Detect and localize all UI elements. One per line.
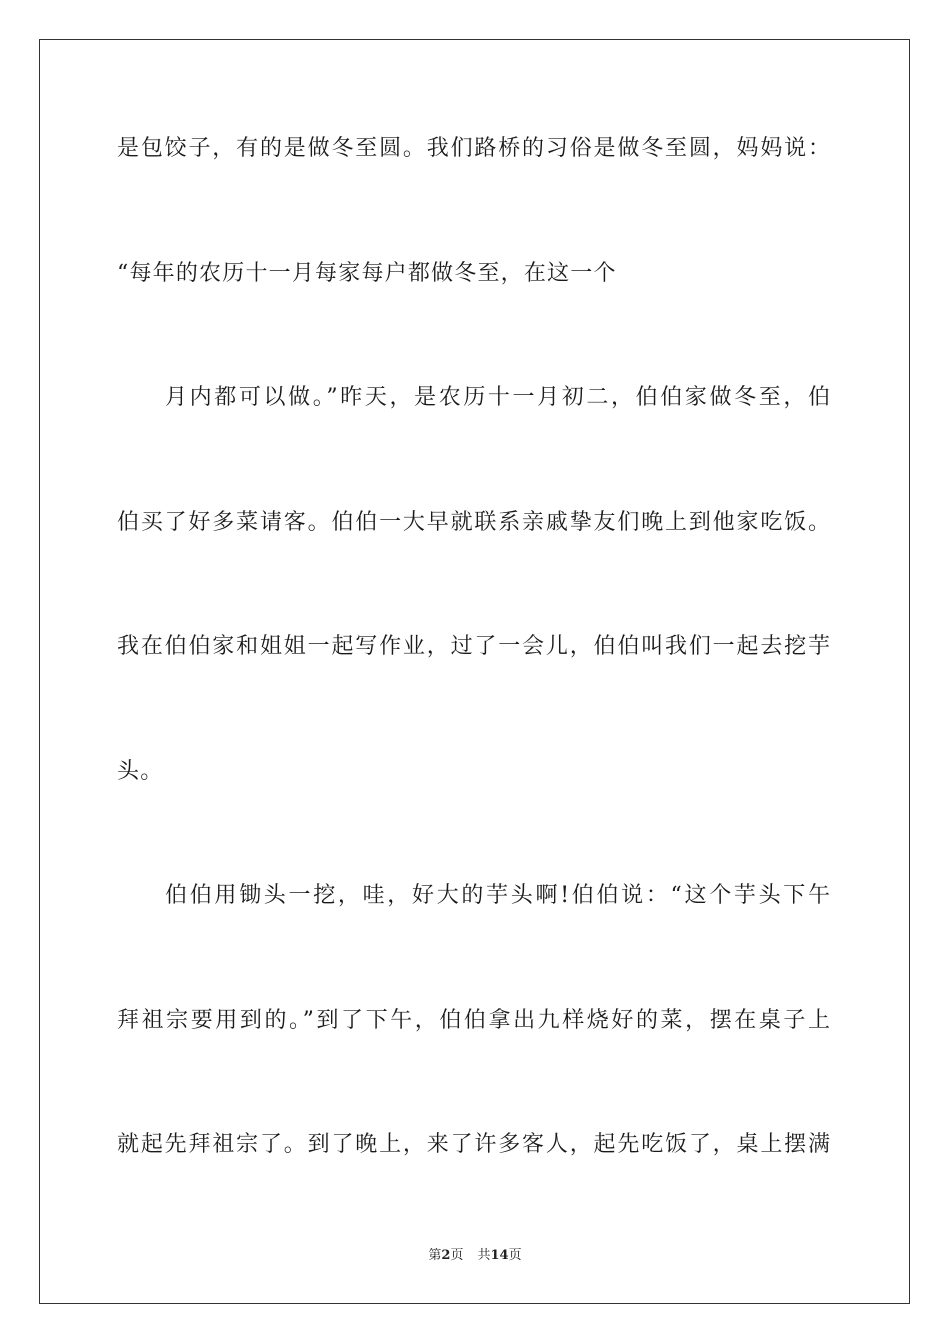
page-number: 2 (441, 1248, 451, 1263)
total-pages: 14 (490, 1248, 509, 1263)
page-footer (0, 1247, 950, 1265)
page-prefix: 第 (428, 1248, 442, 1263)
total-prefix: 共 (477, 1248, 491, 1263)
text-line-1: 是包饺子，有的是做冬至圆。我们路桥的习俗是做冬至圆，妈妈说： (117, 136, 830, 161)
page-suffix: 页 (450, 1248, 464, 1263)
text-line-9: 就起先拜祖宗了。到了晚上，来了许多客人，起先吃饭了，桌上摆满 (117, 1132, 830, 1157)
page-border (39, 39, 910, 1304)
text-line-3: 月内都可以做。”昨天，是农历十一月初二，伯伯家做冬至，伯 (165, 385, 830, 410)
total-suffix: 页 (508, 1248, 522, 1263)
text-line-4: 伯买了好多菜请客。伯伯一大早就联系亲戚挚友们晚上到他家吃饭。 (117, 510, 830, 535)
text-line-2: “每年的农历十一月每家每户都做冬至，在这一个 (117, 261, 617, 286)
text-line-5: 我在伯伯家和姐姐一起写作业，过了一会儿，伯伯叫我们一起去挖芋 (117, 634, 830, 659)
text-line-7: 伯伯用锄头一挖，哇，好大的芋头啊!伯伯说：“这个芋头下午 (165, 883, 830, 908)
text-line-8: 拜祖宗要用到的。”到了下午，伯伯拿出九样烧好的菜，摆在桌子上 (117, 1008, 830, 1033)
text-line-6: 头。 (117, 759, 164, 784)
